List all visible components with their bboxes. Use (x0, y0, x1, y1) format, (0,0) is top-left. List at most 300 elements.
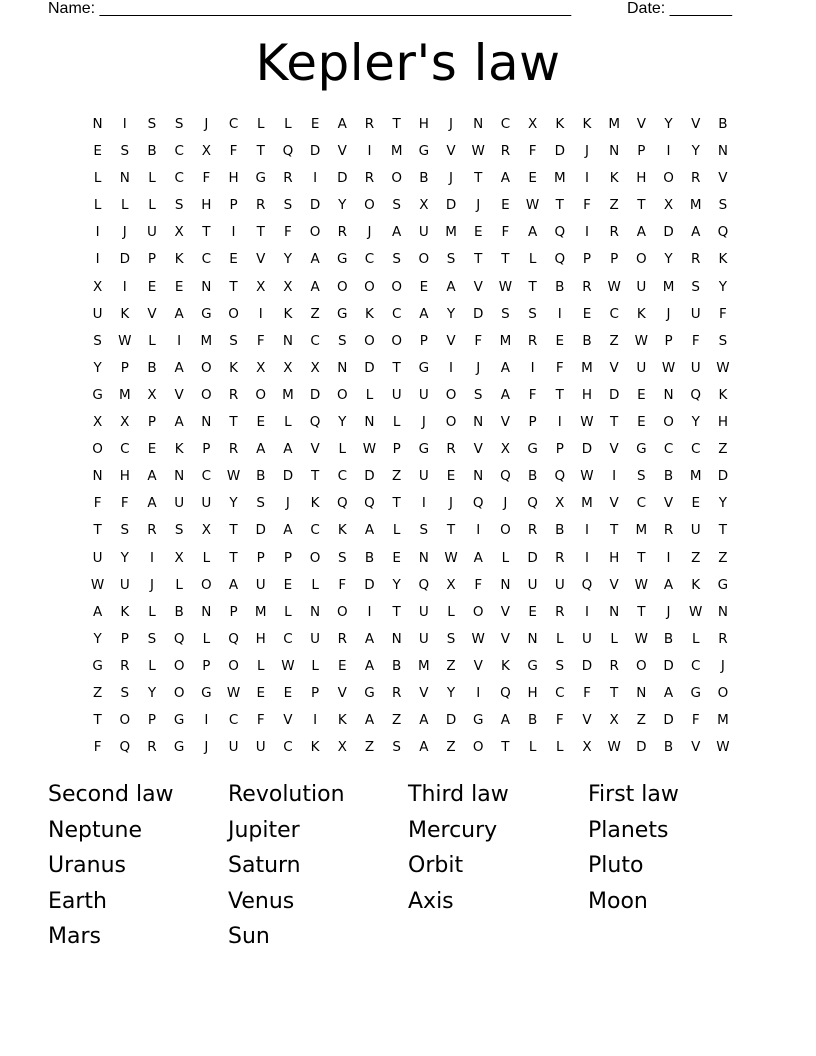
grid-letter[interactable]: U (310, 630, 321, 647)
grid-letter[interactable]: V (337, 143, 347, 160)
grid-letter[interactable]: X (283, 278, 293, 295)
grid-letter[interactable]: U (147, 224, 157, 241)
grid-letter[interactable]: D (119, 251, 130, 268)
grid-letter[interactable]: L (148, 603, 156, 620)
grid-letter[interactable]: W (226, 468, 241, 485)
grid-letter[interactable]: Z (609, 332, 619, 349)
grid-letter[interactable]: M (390, 143, 403, 160)
grid-letter[interactable]: D (663, 712, 674, 729)
grid-letter[interactable]: V (609, 495, 619, 512)
grid-letter[interactable]: J (666, 305, 671, 322)
grid-letter[interactable]: Q (581, 576, 593, 593)
grid-letter[interactable]: S (691, 278, 700, 295)
grid-letter[interactable]: A (500, 712, 511, 729)
grid-letter[interactable]: Q (500, 468, 511, 485)
grid-letter[interactable]: F (202, 170, 211, 187)
grid-letter[interactable]: F (528, 143, 537, 160)
grid-letter[interactable]: W (580, 468, 594, 485)
grid-letter[interactable]: X (147, 386, 157, 403)
grid-letter[interactable]: U (527, 576, 538, 593)
grid-letter[interactable]: W (716, 359, 730, 376)
grid-letter[interactable]: I (476, 522, 481, 539)
grid-letter[interactable]: G (418, 143, 430, 160)
grid-letter[interactable]: C (609, 305, 619, 322)
grid-letter[interactable]: V (473, 278, 483, 295)
grid-letter[interactable]: B (527, 468, 538, 485)
grid-letter[interactable]: G (418, 441, 430, 458)
grid-letter[interactable]: A (419, 305, 429, 322)
grid-letter[interactable]: R (256, 197, 266, 214)
grid-letter[interactable]: L (556, 739, 564, 756)
grid-letter[interactable]: I (584, 224, 589, 241)
grid-letter[interactable]: I (313, 712, 318, 729)
grid-letter[interactable]: U (92, 549, 103, 566)
grid-letter[interactable]: P (528, 414, 537, 431)
grid-letter[interactable]: L (148, 657, 156, 674)
grid-letter[interactable]: J (449, 495, 454, 512)
grid-letter[interactable]: S (337, 549, 347, 566)
grid-letter[interactable]: M (581, 495, 593, 512)
grid-letter[interactable]: E (283, 576, 293, 593)
grid-letter[interactable]: Z (310, 305, 320, 322)
grid-letter[interactable]: V (310, 441, 320, 458)
grid-letter[interactable]: M (254, 603, 267, 620)
grid-letter[interactable]: X (310, 359, 320, 376)
grid-letter[interactable]: U (690, 305, 701, 322)
grid-letter[interactable]: L (528, 739, 537, 756)
grid-letter[interactable]: R (147, 739, 157, 756)
grid-letter[interactable]: P (582, 251, 592, 268)
grid-letter[interactable]: U (418, 224, 429, 241)
grid-letter[interactable]: A (174, 414, 184, 431)
grid-letter[interactable]: R (582, 278, 592, 295)
grid-letter[interactable]: B (663, 739, 674, 756)
grid-letter[interactable]: E (501, 197, 510, 214)
grid-letter[interactable]: E (691, 495, 700, 512)
grid-letter[interactable]: O (418, 251, 430, 268)
grid-letter[interactable]: M (662, 278, 675, 295)
grid-letter[interactable]: P (664, 332, 673, 349)
grid-letter[interactable]: O (336, 278, 348, 295)
grid-letter[interactable]: I (367, 143, 372, 160)
grid-letter[interactable]: L (392, 522, 401, 539)
grid-letter[interactable]: L (365, 386, 374, 403)
grid-letter[interactable]: K (337, 522, 347, 539)
grid-letter[interactable]: K (718, 386, 728, 403)
grid-letter[interactable]: E (528, 603, 537, 620)
grid-letter[interactable]: S (174, 116, 184, 132)
grid-letter[interactable]: A (337, 116, 347, 132)
grid-letter[interactable]: S (446, 630, 456, 647)
grid-letter[interactable]: V (718, 170, 728, 187)
grid-letter[interactable]: A (256, 441, 266, 458)
grid-letter[interactable]: W (580, 414, 594, 431)
grid-letter[interactable]: A (174, 359, 184, 376)
grid-letter[interactable]: D (473, 305, 484, 322)
grid-letter[interactable]: O (92, 441, 103, 458)
grid-letter[interactable]: D (663, 224, 674, 241)
grid-letter[interactable]: T (392, 116, 401, 132)
grid-letter[interactable]: D (445, 712, 457, 729)
grid-letter[interactable]: K (582, 116, 592, 132)
grid-letter[interactable]: N (201, 603, 212, 620)
grid-letter[interactable]: S (419, 522, 429, 539)
grid-letter[interactable]: X (201, 143, 211, 160)
grid-letter[interactable]: L (148, 197, 156, 214)
grid-letter[interactable]: A (392, 224, 402, 241)
grid-letter[interactable]: U (418, 630, 429, 647)
grid-letter[interactable]: N (310, 603, 321, 620)
grid-letter[interactable]: E (582, 305, 592, 322)
grid-letter[interactable]: C (691, 657, 701, 674)
grid-letter[interactable]: M (118, 386, 131, 403)
grid-letter[interactable]: C (174, 170, 184, 187)
grid-letter[interactable]: C (174, 143, 184, 160)
grid-letter[interactable]: G (717, 576, 729, 593)
grid-letter[interactable]: D (337, 170, 348, 187)
grid-letter[interactable]: Q (527, 495, 538, 512)
grid-letter[interactable]: J (449, 116, 454, 132)
grid-letter[interactable]: O (391, 332, 402, 349)
grid-letter[interactable]: S (446, 251, 456, 268)
grid-letter[interactable]: Q (690, 386, 702, 403)
grid-letter[interactable]: V (446, 143, 456, 160)
grid-letter[interactable]: X (500, 441, 511, 458)
grid-letter[interactable]: D (309, 386, 321, 403)
grid-letter[interactable]: S (256, 495, 265, 512)
grid-letter[interactable]: R (609, 224, 619, 241)
grid-letter[interactable]: H (636, 170, 647, 187)
grid-letter[interactable]: H (201, 197, 212, 214)
grid-letter[interactable]: G (201, 305, 212, 322)
grid-letter[interactable]: G (527, 657, 538, 674)
grid-letter[interactable]: V (337, 684, 347, 701)
grid-letter[interactable]: E (528, 170, 537, 187)
grid-letter[interactable]: Z (446, 657, 456, 674)
grid-letter[interactable]: L (528, 251, 537, 268)
grid-letter[interactable]: W (471, 630, 485, 647)
grid-letter[interactable]: Z (718, 441, 728, 458)
grid-letter[interactable]: X (582, 739, 592, 756)
grid-letter[interactable]: C (555, 684, 565, 701)
grid-letter[interactable]: N (201, 278, 212, 295)
grid-letter[interactable]: P (311, 684, 320, 701)
grid-letter[interactable]: E (637, 386, 646, 403)
grid-letter[interactable]: Z (636, 712, 646, 729)
grid-letter[interactable]: L (392, 414, 401, 431)
grid-letter[interactable]: C (691, 441, 701, 458)
grid-letter[interactable]: G (92, 386, 103, 403)
grid-letter[interactable]: R (718, 630, 728, 647)
grid-letter[interactable]: L (148, 170, 156, 187)
grid-letter[interactable]: S (120, 143, 130, 160)
grid-letter[interactable]: U (636, 278, 647, 295)
grid-letter[interactable]: Y (446, 305, 456, 322)
grid-letter[interactable]: L (284, 414, 292, 431)
grid-letter[interactable]: S (337, 332, 347, 349)
grid-letter[interactable]: U (690, 522, 701, 539)
grid-letter[interactable]: G (364, 684, 375, 701)
grid-letter[interactable]: C (500, 116, 511, 132)
grid-letter[interactable]: Y (283, 251, 293, 268)
grid-letter[interactable]: P (202, 441, 211, 458)
grid-letter[interactable]: M (689, 468, 702, 485)
grid-letter[interactable]: L (447, 603, 455, 620)
grid-letter[interactable]: X (555, 495, 565, 512)
grid-letter[interactable]: Y (664, 116, 673, 132)
grid-letter[interactable]: I (258, 305, 263, 322)
grid-letter[interactable]: O (228, 305, 239, 322)
grid-letter[interactable]: A (228, 576, 239, 593)
grid-letter[interactable]: I (421, 495, 426, 512)
grid-letter[interactable]: L (284, 603, 292, 620)
grid-letter[interactable]: X (92, 278, 103, 295)
grid-letter[interactable]: W (498, 278, 513, 295)
grid-letter[interactable]: C (337, 468, 347, 485)
grid-letter[interactable]: T (256, 224, 265, 241)
grid-letter[interactable]: J (204, 739, 209, 756)
grid-letter[interactable]: L (311, 657, 319, 674)
grid-letter[interactable]: T (446, 522, 456, 539)
grid-letter[interactable]: R (228, 386, 239, 403)
grid-letter[interactable]: O (173, 657, 185, 674)
grid-letter[interactable]: F (284, 224, 292, 241)
grid-letter[interactable]: Y (93, 359, 102, 376)
grid-letter[interactable]: H (119, 468, 130, 485)
grid-letter[interactable]: L (256, 657, 265, 674)
grid-letter[interactable]: S (120, 522, 130, 539)
grid-letter[interactable]: O (228, 657, 239, 674)
grid-letter[interactable]: M (445, 224, 457, 241)
grid-letter[interactable]: M (418, 657, 430, 674)
grid-letter[interactable]: I (149, 549, 154, 566)
grid-letter[interactable]: I (476, 684, 481, 701)
grid-letter[interactable]: D (636, 739, 647, 756)
grid-letter[interactable]: Q (119, 739, 131, 756)
grid-letter[interactable]: N (92, 116, 103, 132)
grid-letter[interactable]: Y (664, 251, 673, 268)
grid-letter[interactable]: K (310, 739, 320, 756)
grid-letter[interactable]: X (283, 359, 293, 376)
grid-letter[interactable]: Z (718, 549, 728, 566)
grid-letter[interactable]: Q (336, 495, 348, 512)
grid-letter[interactable]: I (666, 549, 671, 566)
grid-letter[interactable]: F (691, 712, 700, 729)
grid-letter[interactable]: I (530, 359, 535, 376)
grid-letter[interactable]: V (500, 414, 511, 431)
grid-letter[interactable]: X (174, 224, 184, 241)
grid-letter[interactable]: U (418, 386, 429, 403)
grid-letter[interactable]: C (228, 712, 239, 729)
grid-letter[interactable]: D (364, 468, 375, 485)
grid-letter[interactable]: T (93, 712, 102, 729)
grid-letter[interactable]: P (229, 603, 238, 620)
grid-letter[interactable]: A (174, 305, 184, 322)
grid-letter[interactable]: J (476, 197, 481, 214)
grid-letter[interactable]: E (392, 549, 401, 566)
grid-letter[interactable]: B (718, 116, 728, 132)
grid-letter[interactable]: R (391, 684, 402, 701)
grid-letter[interactable]: Q (173, 630, 185, 647)
grid-letter[interactable]: O (336, 386, 348, 403)
grid-letter[interactable]: U (418, 603, 429, 620)
grid-letter[interactable]: G (173, 712, 185, 729)
grid-letter[interactable]: T (310, 468, 320, 485)
grid-letter[interactable]: R (147, 522, 157, 539)
grid-letter[interactable]: F (719, 305, 727, 322)
grid-letter[interactable]: U (636, 359, 647, 376)
grid-letter[interactable]: O (201, 576, 212, 593)
grid-letter[interactable]: R (337, 224, 347, 241)
grid-letter[interactable]: V (609, 359, 619, 376)
grid-letter[interactable]: F (256, 712, 265, 729)
grid-letter[interactable]: X (609, 712, 619, 729)
grid-letter[interactable]: T (474, 251, 483, 268)
grid-letter[interactable]: E (446, 468, 456, 485)
grid-letter[interactable]: W (607, 278, 621, 295)
grid-letter[interactable]: O (663, 170, 674, 187)
grid-letter[interactable]: L (691, 630, 700, 647)
grid-letter[interactable]: P (202, 657, 211, 674)
grid-letter[interactable]: Y (229, 495, 238, 512)
grid-letter[interactable]: U (690, 359, 701, 376)
grid-letter[interactable]: O (173, 684, 185, 701)
grid-letter[interactable]: S (392, 251, 401, 268)
grid-letter[interactable]: H (717, 414, 728, 431)
grid-letter[interactable]: S (718, 197, 728, 214)
grid-letter[interactable]: V (256, 251, 266, 268)
grid-letter[interactable]: S (174, 522, 184, 539)
grid-letter[interactable]: Y (392, 576, 401, 593)
grid-letter[interactable]: L (556, 630, 564, 647)
grid-letter[interactable]: E (555, 332, 565, 349)
grid-letter[interactable]: L (175, 576, 183, 593)
grid-letter[interactable]: N (174, 468, 185, 485)
grid-letter[interactable]: A (147, 468, 157, 485)
grid-letter[interactable]: K (718, 251, 728, 268)
grid-letter[interactable]: D (445, 197, 457, 214)
grid-letter[interactable]: O (472, 603, 484, 620)
grid-letter[interactable]: A (310, 278, 320, 295)
grid-letter[interactable]: I (95, 224, 100, 241)
grid-letter[interactable]: F (583, 684, 591, 701)
grid-letter[interactable]: J (367, 224, 372, 241)
grid-letter[interactable]: W (281, 657, 295, 674)
grid-letter[interactable]: E (637, 414, 646, 431)
grid-letter[interactable]: N (500, 576, 511, 593)
grid-letter[interactable]: I (367, 603, 372, 620)
grid-letter[interactable]: S (637, 468, 646, 485)
grid-letter[interactable]: V (174, 386, 184, 403)
grid-letter[interactable]: F (120, 495, 129, 512)
grid-letter[interactable]: D (364, 359, 375, 376)
grid-letter[interactable]: A (663, 576, 674, 593)
grid-letter[interactable]: W (716, 739, 730, 756)
grid-letter[interactable]: D (309, 197, 321, 214)
grid-letter[interactable]: C (283, 739, 293, 756)
grid-letter[interactable]: U (554, 576, 565, 593)
grid-letter[interactable]: N (337, 359, 348, 376)
grid-letter[interactable]: T (229, 414, 238, 431)
grid-letter[interactable]: G (337, 305, 348, 322)
grid-letter[interactable]: O (201, 359, 212, 376)
grid-letter[interactable]: N (636, 684, 647, 701)
grid-letter[interactable]: G (201, 684, 212, 701)
grid-letter[interactable]: H (527, 684, 538, 701)
grid-letter[interactable]: X (527, 116, 538, 132)
grid-letter[interactable]: E (174, 278, 184, 295)
grid-letter[interactable]: S (718, 332, 728, 349)
grid-letter[interactable]: H (255, 630, 266, 647)
grid-letter[interactable]: X (663, 197, 674, 214)
grid-letter[interactable]: B (527, 712, 538, 729)
grid-letter[interactable]: X (256, 278, 266, 295)
grid-letter[interactable]: R (609, 657, 619, 674)
grid-letter[interactable]: U (418, 468, 429, 485)
grid-letter[interactable]: B (174, 603, 184, 620)
grid-letter[interactable]: A (283, 522, 293, 539)
grid-letter[interactable]: M (553, 170, 566, 187)
grid-letter[interactable]: L (311, 576, 319, 593)
grid-letter[interactable]: Q (500, 684, 511, 701)
grid-letter[interactable]: S (473, 386, 483, 403)
grid-letter[interactable]: M (200, 332, 213, 349)
grid-letter[interactable]: G (173, 739, 185, 756)
grid-letter[interactable]: O (201, 386, 212, 403)
grid-letter[interactable]: N (201, 414, 212, 431)
grid-letter[interactable]: E (256, 684, 265, 701)
grid-letter[interactable]: Q (554, 224, 566, 241)
grid-letter[interactable]: L (610, 630, 618, 647)
grid-letter[interactable]: C (364, 251, 375, 268)
grid-letter[interactable]: E (93, 143, 102, 160)
grid-letter[interactable]: D (364, 576, 375, 593)
grid-letter[interactable]: X (337, 739, 347, 756)
grid-letter[interactable]: I (231, 224, 236, 241)
grid-letter[interactable]: Z (92, 684, 103, 701)
grid-letter[interactable]: L (338, 441, 347, 458)
grid-letter[interactable]: I (122, 116, 127, 132)
grid-letter[interactable]: G (472, 712, 484, 729)
grid-letter[interactable]: F (93, 739, 102, 756)
grid-letter[interactable]: V (419, 684, 429, 701)
grid-letter[interactable]: K (283, 305, 293, 322)
grid-letter[interactable]: P (147, 414, 157, 431)
grid-letter[interactable]: O (391, 170, 402, 187)
grid-letter[interactable]: F (338, 576, 347, 593)
grid-letter[interactable]: O (309, 224, 321, 241)
grid-letter[interactable]: R (555, 549, 565, 566)
grid-letter[interactable]: G (690, 684, 701, 701)
grid-letter[interactable]: N (282, 332, 293, 349)
grid-letter[interactable]: B (392, 657, 402, 674)
grid-letter[interactable]: J (449, 170, 454, 187)
grid-letter[interactable]: W (226, 684, 241, 701)
grid-letter[interactable]: Q (309, 414, 321, 431)
grid-letter[interactable]: A (446, 278, 456, 295)
grid-letter[interactable]: D (282, 468, 294, 485)
grid-letter[interactable]: P (147, 712, 157, 729)
grid-letter[interactable]: S (555, 657, 565, 674)
grid-letter[interactable]: I (557, 305, 562, 322)
grid-letter[interactable]: C (636, 495, 647, 512)
grid-letter[interactable]: V (473, 657, 483, 674)
grid-letter[interactable]: A (419, 739, 429, 756)
grid-letter[interactable]: T (610, 414, 619, 431)
grid-letter[interactable]: O (309, 549, 321, 566)
grid-letter[interactable]: Q (717, 224, 729, 241)
grid-letter[interactable]: S (174, 197, 184, 214)
